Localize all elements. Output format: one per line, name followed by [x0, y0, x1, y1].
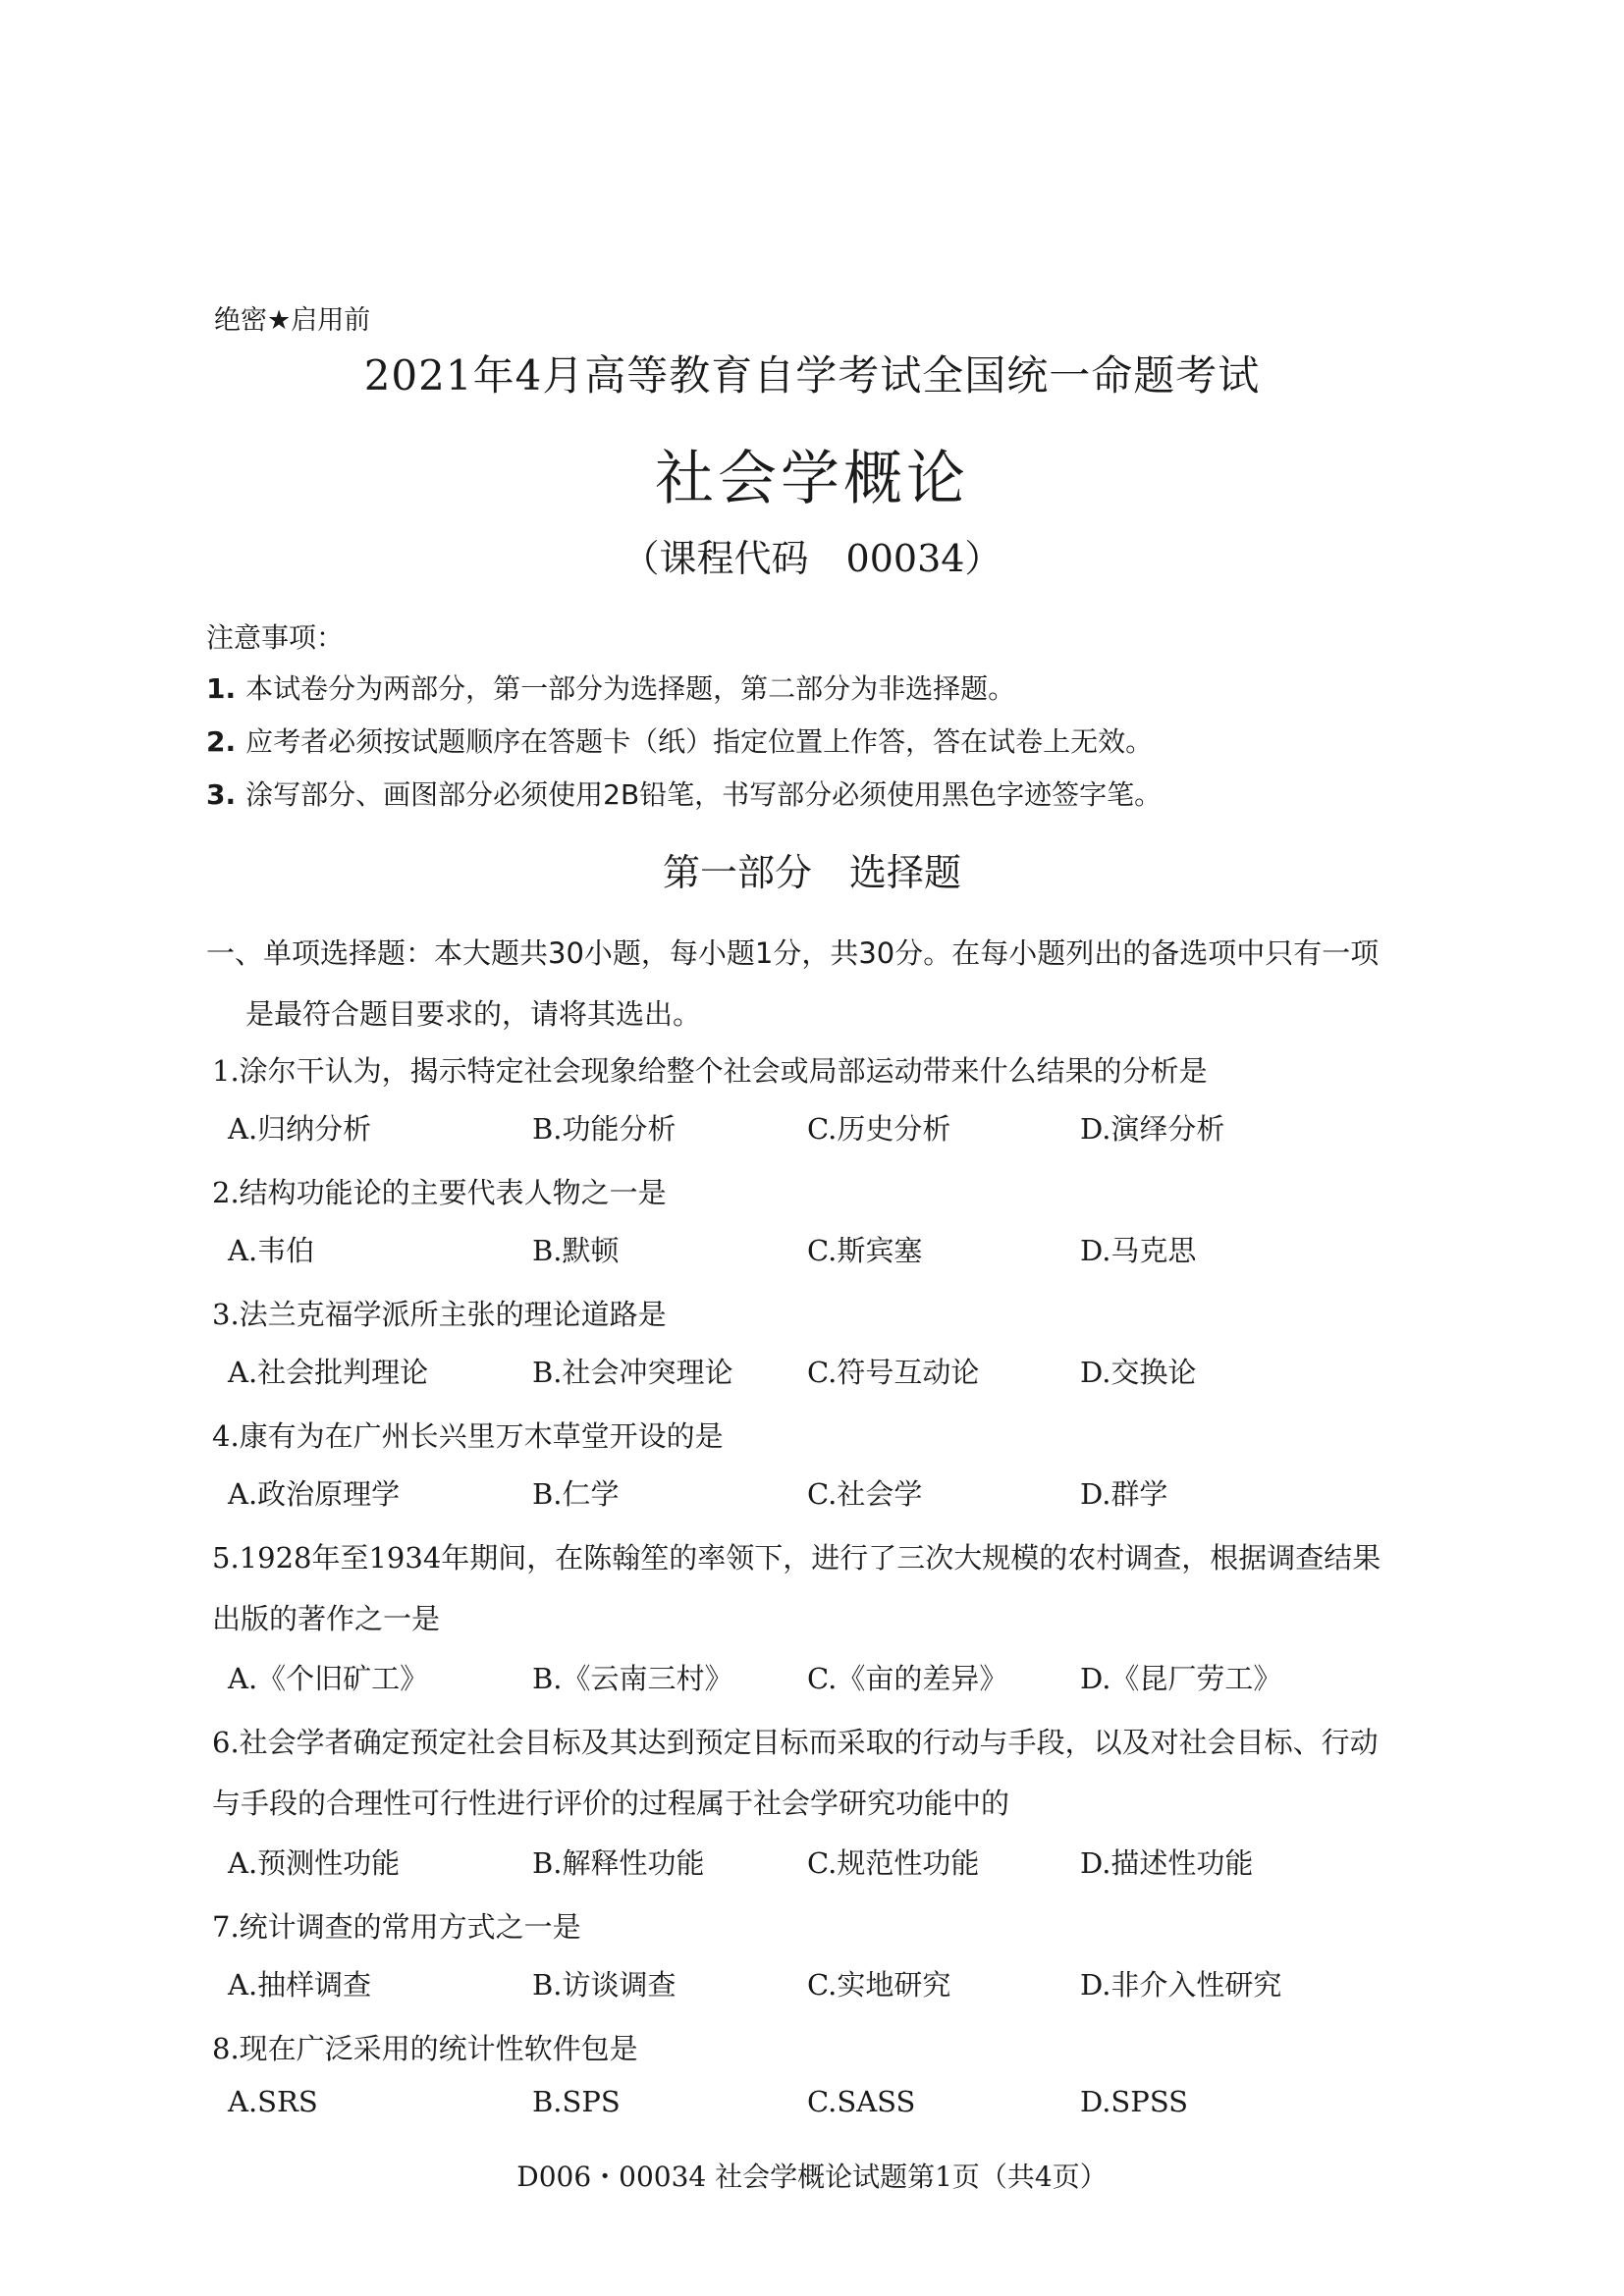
option: D.马克思: [1080, 1234, 1197, 1267]
option: A.《个旧矿工》: [228, 1662, 429, 1695]
option: C.社会学: [807, 1477, 923, 1511]
confidential-mark: 绝密★启用前: [214, 305, 371, 336]
option: D.演绎分析: [1080, 1112, 1225, 1146]
option: B.仁学: [532, 1477, 620, 1511]
option: A.政治原理学: [228, 1477, 401, 1511]
option: A.抽样调查: [228, 1968, 372, 2002]
notice-item: 3. 涂写部分、画图部分必须使用2B铅笔，书写部分必须使用黑色字迹签字笔。: [206, 778, 1163, 811]
question-stem: 3.法兰克福学派所主张的理论道路是: [212, 1298, 667, 1331]
option: B.访谈调查: [532, 1968, 677, 2002]
option: A.预测性功能: [228, 1846, 401, 1880]
option: C.实地研究: [807, 1968, 951, 2002]
part-title: 第一部分 选择题: [662, 851, 961, 894]
option: B.功能分析: [532, 1112, 677, 1146]
option: C.SASS: [807, 2085, 916, 2118]
option: A.韦伯: [228, 1234, 315, 1267]
option: A.社会批判理论: [228, 1356, 429, 1389]
option: D.交换论: [1080, 1356, 1197, 1389]
page-footer: D006・00034 社会学概论试题第1页（共4页）: [516, 2161, 1108, 2193]
option: C.历史分析: [807, 1112, 951, 1146]
option: C.符号互动论: [807, 1356, 980, 1389]
question-options: [228, 1107, 1406, 1147]
option: B.解释性功能: [532, 1846, 705, 1880]
option: D.群学: [1080, 1477, 1168, 1511]
notice-item: 2. 应考者必须按试题顺序在答题卡（纸）指定位置上作答，答在试卷上无效。: [206, 725, 1154, 758]
subject-title: 社会学概论: [655, 445, 969, 513]
question-options: [228, 1963, 1406, 2002]
option: B.《云南三村》: [532, 1662, 733, 1695]
notice-item: 1. 本试卷分为两部分，第一部分为选择题，第二部分为非选择题。: [206, 672, 1016, 705]
option: D.SPSS: [1080, 2085, 1189, 2118]
option: A.归纳分析: [228, 1112, 372, 1146]
section-instructions: 一、单项选择题：本大题共30小题，每小题1分，共30分。在每小题列出的备选项中只有一项 是最符合题目要求的，请将其选出。: [206, 936, 1380, 1031]
question-options: [228, 1229, 1406, 1268]
question-options: [228, 1842, 1406, 1881]
question-stem: 7.统计调查的常用方式之一是: [212, 1910, 581, 1944]
option: C.《亩的差异》: [807, 1662, 1008, 1695]
option: D.描述性功能: [1080, 1846, 1254, 1880]
option: B.默顿: [532, 1234, 620, 1267]
option: C.规范性功能: [807, 1846, 980, 1880]
option: A.SRS: [228, 2085, 318, 2118]
option: B.SPS: [532, 2085, 621, 2118]
notice-heading: 注意事项：: [206, 621, 345, 654]
question-stem: 2.结构功能论的主要代表人物之一是: [212, 1176, 667, 1209]
question-stem: 4.康有为在广州长兴里万木草堂开设的是: [212, 1419, 724, 1453]
question-options: [228, 1657, 1406, 1696]
question-options: [228, 1351, 1406, 1390]
option: D.非介入性研究: [1080, 1968, 1282, 2002]
question-options: [228, 2085, 1406, 2124]
question-options: [228, 1472, 1406, 1512]
exam-title: 2021年4月高等教育自学考试全国统一命题考试: [363, 351, 1261, 400]
option: D.《昆厂劳工》: [1080, 1662, 1282, 1695]
question-stem: 5.1928年至1934年期间，在陈翰笙的率领下，进行了三次大规模的农村调查，根据调查结果 出版的著作之一是: [212, 1541, 1381, 1635]
course-code: （课程代码 00034）: [622, 537, 1002, 580]
option: C.斯宾塞: [807, 1234, 923, 1267]
question-stem: 8.现在广泛采用的统计性软件包是: [212, 2032, 638, 2065]
question-stem: 1.涂尔干认为，揭示特定社会现象给整个社会或局部运动带来什么结果的分析是: [212, 1054, 1208, 1088]
question-stem: 6.社会学者确定预定社会目标及其达到预定目标而采取的行动与手段，以及对社会目标、行动 与手段的合理性可行性进行评价的过程属于社会学研究功能中的: [212, 1726, 1379, 1820]
option: B.社会冲突理论: [532, 1356, 733, 1389]
